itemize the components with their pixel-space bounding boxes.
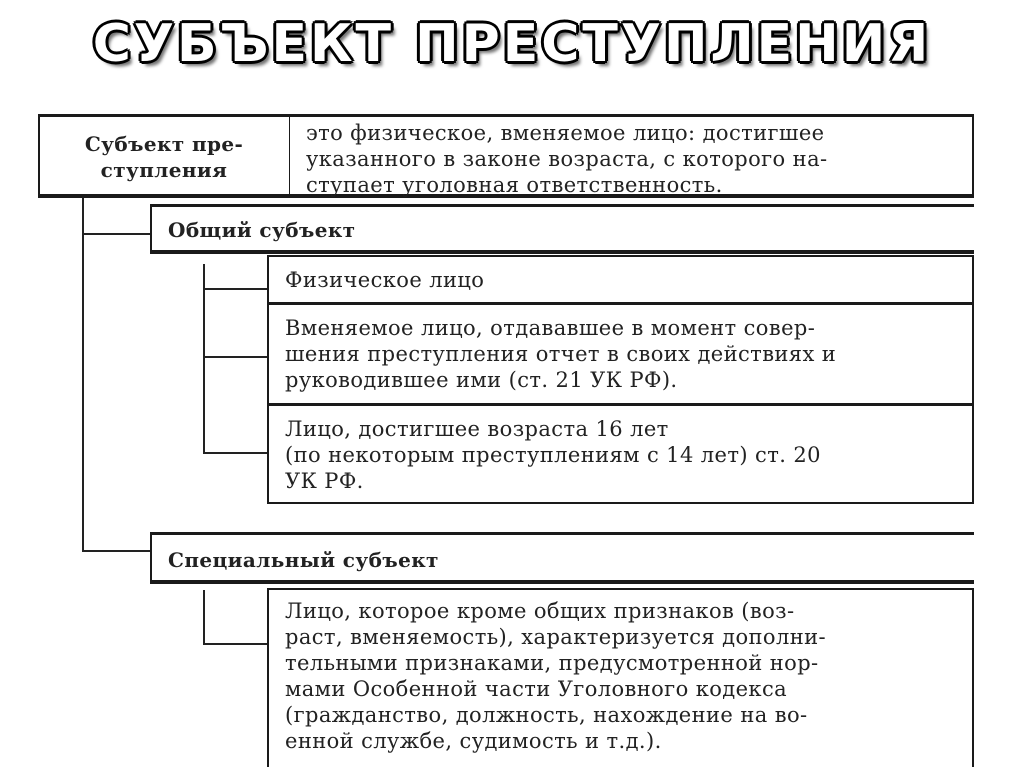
special-subject-label: Специальный субъект (168, 548, 439, 572)
special-description-line: енной службе, судимость и т.д.). (285, 729, 662, 753)
root-definition (306, 120, 956, 198)
sane-person-line: шения преступления отчет в своих действиях и (285, 342, 837, 366)
connector-special-desc (203, 643, 267, 645)
root-label (40, 131, 288, 183)
connector-physical (203, 288, 267, 290)
special-description-line: (гражданство, должность, нахождение на во- (285, 703, 808, 727)
connector-sane (203, 356, 267, 358)
special-description-line: тельными признаками, предусмотренной нор- (285, 651, 819, 675)
general-subject-label: Общий субъект (168, 218, 356, 242)
age-person-line: (по некоторым преступлениям с 14 лет) ст. 20 (285, 443, 821, 467)
age-person-line: Лицо, достигшее возраста 16 лет (285, 417, 669, 441)
sane-person-line: Вменяемое лицо, отдававшее в момент совер- (285, 316, 816, 340)
special-description-line: Лицо, которое кроме общих признаков (воз- (285, 599, 795, 623)
age-person-text (285, 416, 965, 494)
connector-special (82, 550, 150, 552)
special-description-line: мами Особенной части Уголовного кодекса (285, 677, 788, 701)
page-title: СУБЪЕКТ ПРЕСТУПЛЕНИЯ (92, 14, 932, 74)
special-description-line: раст, вменяемость), характеризуется дополни- (285, 625, 827, 649)
definition-line: это физическое, вменяемое лицо: достигшее (306, 121, 825, 145)
age-person-line: УК РФ. (285, 469, 364, 493)
special-subject-box (150, 532, 974, 584)
special-description-text (285, 598, 957, 754)
root-label-line: Субъект пре- (84, 132, 244, 156)
definition-line: ступает уголовная ответственность. (306, 173, 723, 197)
connector-age (203, 452, 267, 454)
connector-special-branch (203, 590, 205, 645)
root-label-box (38, 114, 290, 198)
physical-person-box (267, 255, 974, 304)
root-label-line: ступления (100, 158, 228, 182)
connector-trunk (82, 198, 84, 552)
special-description-box (267, 588, 974, 767)
definition-line: указанного в законе возраста, с которого на- (306, 147, 828, 171)
connector-general-branch (203, 264, 205, 454)
sane-person-box (267, 303, 974, 405)
age-person-box (267, 404, 974, 504)
sane-person-text (285, 315, 965, 393)
sane-person-line: руководившее ими (ст. 21 УК РФ). (285, 368, 678, 392)
root-definition-box (289, 114, 974, 198)
general-subject-box (150, 204, 974, 254)
connector-general (82, 233, 150, 235)
physical-person-text: Физическое лицо (285, 268, 485, 292)
